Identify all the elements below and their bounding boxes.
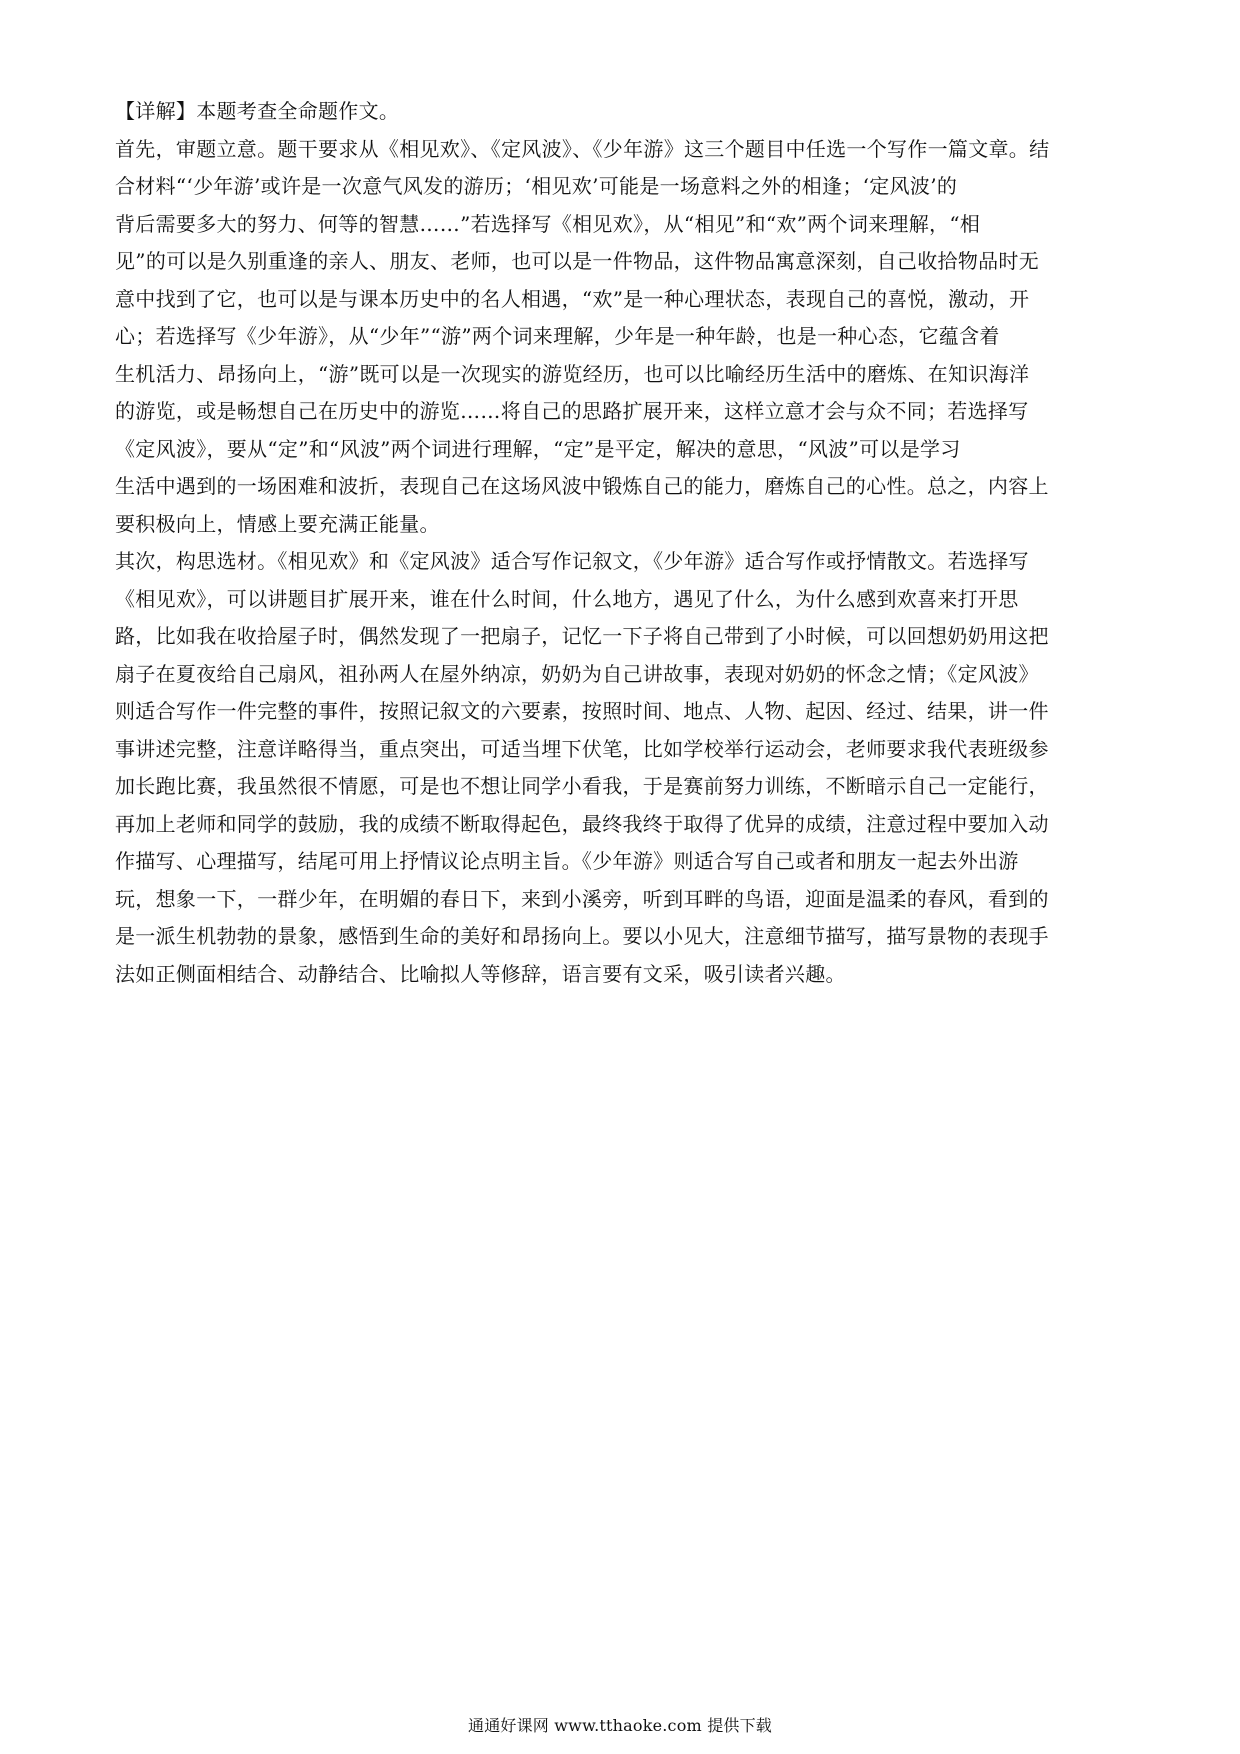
text-line: 生机活力、昂扬向上，“游”既可以是一次现实的游览经历，也可以比喻经历生活中的磨炼、在知识海洋: [115, 361, 1030, 386]
text-line: 合材料“‘少年游’或许是一次意气风发的游历；‘相见欢’可能是一场意料之外的相逢；‘定风波’的: [115, 174, 958, 198]
text-line: 再加上老师和同学的鼓励，我的成绩不断取得起色，最终我终于取得了优异的成绩，注意过程中要加入动: [115, 811, 1049, 836]
page-footer: 通通好课网 www.tthaoke.com 提供下载: [468, 1716, 772, 1735]
text-line: 加长跑比赛，我虽然很不情愿，可是也不想让同学小看我，于是赛前努力训练，不断暗示自己一定能行，: [115, 774, 1049, 798]
text-line: 心；若选择写《少年游》，从“少年”“游”两个词来理解，少年是一种年龄，也是一种心态，它蕴含着: [115, 324, 1000, 348]
text-line: 《相见欢》，可以讲题目扩展开来，谁在什么时间，什么地方，遇见了什么，为什么感到欢喜来打开思: [115, 586, 1019, 611]
text-line: 作描写、心理描写，结尾可用上抒情议论点明主旨。《少年游》则适合写自己或者和朋友一起去外出游: [115, 849, 1019, 873]
text-line: 扇子在夏夜给自己扇风，祖孙两人在屋外纳凉，奶奶为自己讲故事，表现对奶奶的怀念之情；《定风波》: [115, 661, 1039, 686]
text-line: 要积极向上，情感上要充满正能量。: [115, 511, 440, 536]
text-line: 首先，审题立意。题干要求从《相见欢》、《定风波》、《少年游》这三个题目中任选一个写作一篇文章。结: [115, 136, 1050, 161]
document-body: [115, 93, 1125, 993]
text-line: 的游览，或是畅想自己在历史中的游览……将自己的思路扩展开来，这样立意才会与众不同；若选择写: [115, 399, 1029, 423]
text-line: 其次，构思选材。《相见欢》和《定风波》适合写作记叙文，《少年游》适合写作或抒情散文。若选择写: [115, 549, 1029, 573]
text-line: 则适合写作一件完整的事件，按照记叙文的六要素，按照时间、地点、人物、起因、经过、结果，讲一件: [115, 699, 1049, 723]
text-line: 是一派生机勃勃的景象，感悟到生命的美好和昂扬向上。要以小见大，注意细节描写，描写景物的表现手: [115, 924, 1049, 948]
text-line: 意中找到了它，也可以是与课本历史中的名人相遇，“欢”是一种心理状态，表现自己的喜悦，激动，开: [115, 286, 1030, 311]
text-line: 法如正侧面相结合、动静结合、比喻拟人等修辞，语言要有文采，吸引读者兴趣。: [115, 961, 846, 986]
text-line: 玩，想象一下，一群少年，在明媚的春日下，来到小溪旁，听到耳畔的鸟语，迎面是温柔的春风，看到的: [115, 886, 1049, 911]
text-line: 《定风波》，要从“定”和“风波”两个词进行理解，“定”是平定，解决的意思，“风波”可以是学习: [115, 436, 961, 461]
text-line: 见”的可以是久别重逢的亲人、朋友、老师，也可以是一件物品，这件物品寓意深刻，自己收拾物品时无: [115, 249, 1040, 273]
text-line: 【详解】本题考查全命题作文。: [115, 99, 400, 123]
text-line: 背后需要多大的努力、何等的智慧……”若选择写《相见欢》，从“相见”和“欢”两个词来理解，“相: [115, 211, 981, 236]
text-line: 路，比如我在收拾屋子时，偶然发现了一把扇子，记忆一下子将自己带到了小时候，可以回想奶奶用这把: [115, 624, 1049, 648]
text-line: 生活中遇到的一场困难和波折，表现自己在这场风波中锻炼自己的能力，磨炼自己的心性。总之，内容上: [115, 474, 1049, 498]
text-line: 事讲述完整，注意详略得当，重点突出，可适当埋下伏笔，比如学校举行运动会，老师要求我代表班级参: [115, 736, 1049, 761]
